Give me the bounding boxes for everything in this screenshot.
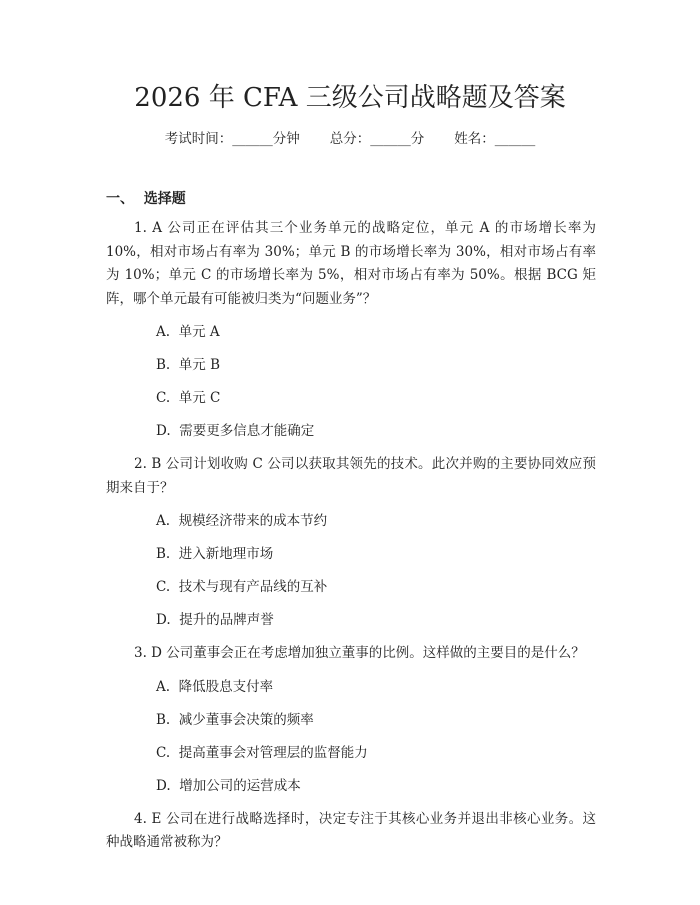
option-c: C. 单元 C [156, 390, 221, 406]
question-2 [106, 453, 596, 633]
name-field: 姓名：______ [454, 131, 536, 147]
option-b: B. 进入新地理市场 [156, 546, 274, 562]
question-text: 1. A 公司正在评估其三个业务单元的战略定位，单元 A 的市场增长率为 10%，相对市场占有率为 30%；单元 B 的市场增长率为 30%，相对市场占有率为 10%；单元 C 的市场增长率为 5%，相对市场占有率为 50%。根据 BCG 矩阵，哪个单元最有可能被归类为“问题业务”？ [106, 220, 596, 307]
question-text: 2. B 公司计划收购 C 公司以获取其领先的技术。此次并购的主要协同效应预期来自于？ [106, 456, 596, 496]
question-text: 4. E 公司在进行战略选择时，决定专注于其核心业务并退出非核心业务。这种战略通常被称为？ [106, 810, 596, 850]
question-text: 3. D 公司董事会正在考虑增加独立董事的比例。这样做的主要目的是什么？ [134, 645, 585, 661]
option-b: B. 减少董事会决策的频率 [156, 711, 314, 728]
question-4 [106, 808, 596, 855]
option-d: D. 提升的品牌声誉 [156, 612, 274, 628]
exam-time-field: 考试时间：______分钟 [164, 131, 300, 147]
exam-meta [0, 128, 700, 150]
option-a: A. 单元 A [156, 324, 220, 340]
document-title: 2026 年 CFA 三级公司战略题及答案 [134, 83, 566, 113]
option-a: A. 规模经济带来的成本节约 [156, 513, 328, 529]
option-d: D. 需要更多信息才能确定 [156, 423, 315, 439]
question-1 [106, 217, 596, 444]
option-d: D. 增加公司的运营成本 [156, 777, 301, 794]
section-heading: 一、 选择题 [106, 191, 186, 207]
question-3 [106, 642, 596, 798]
option-a: A. 降低股息支付率 [156, 678, 274, 695]
option-c: C. 提高董事会对管理层的监督能力 [156, 744, 368, 761]
question-list [106, 217, 596, 865]
option-b: B. 单元 B [156, 357, 221, 373]
total-score-field: 总分：______分 [329, 131, 425, 147]
option-c: C. 技术与现有产品线的互补 [156, 579, 328, 595]
